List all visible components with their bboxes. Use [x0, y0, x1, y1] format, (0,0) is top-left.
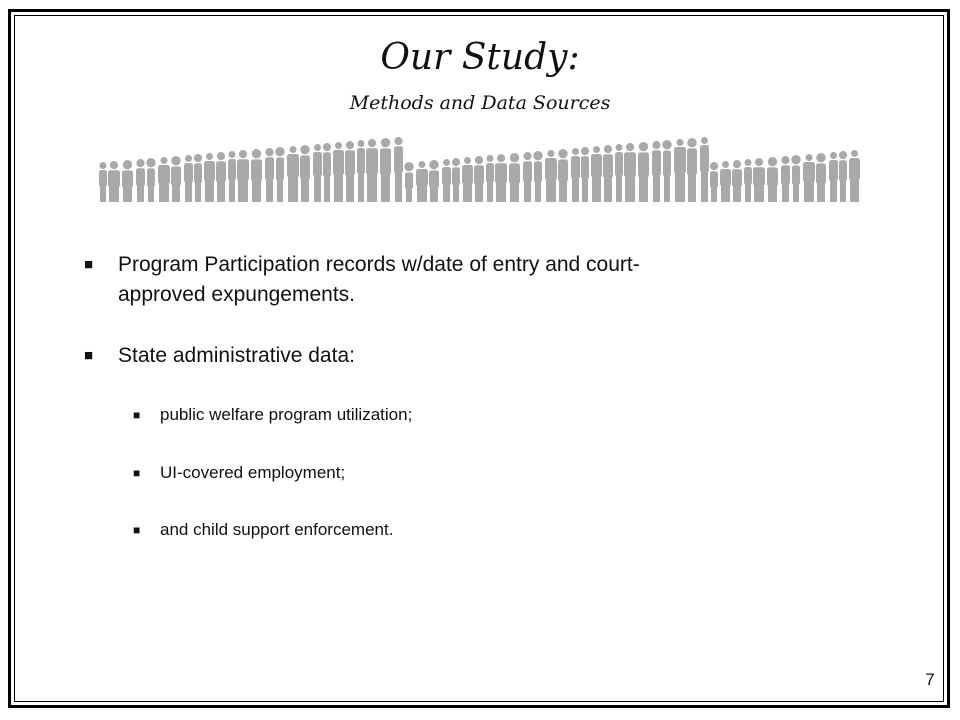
- square-bullet-icon: ■: [84, 256, 94, 273]
- square-bullet-icon: ■: [133, 466, 141, 480]
- bullet-item-1: [118, 250, 818, 310]
- sub-bullet-item-1: public welfare program utilization;: [160, 405, 413, 424]
- page-number: 7: [925, 670, 935, 689]
- bullet-item-2: State administrative data:: [118, 344, 355, 367]
- bullet-item-1-line-1: Program Participation records w/date of entry and court-: [118, 253, 640, 276]
- slide-subtitle: Methods and Data Sources: [349, 92, 611, 114]
- square-bullet-icon: ■: [84, 347, 94, 364]
- bullet-item-1-line-2: approved expungements.: [118, 283, 355, 306]
- slide-title: Our Study:: [380, 37, 580, 78]
- sub-bullet-item-3: and child support enforcement.: [160, 520, 394, 539]
- square-bullet-icon: ■: [133, 523, 141, 537]
- sub-bullet-item-2: UI-covered employment;: [160, 463, 346, 482]
- square-bullet-icon: ■: [133, 408, 141, 422]
